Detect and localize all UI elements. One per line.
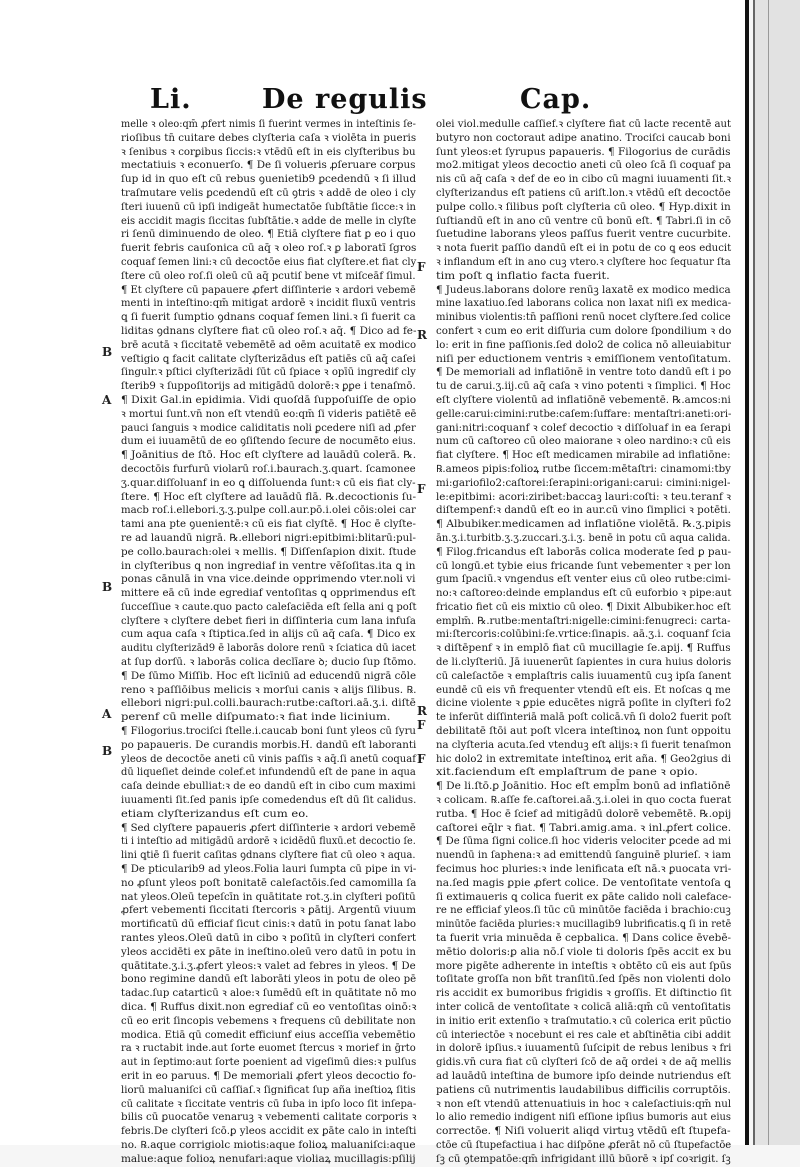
text-line: ¶ De li.ſtō.ꝑ Joānitio. Hoc eſt empl̄m bonū ad inflatiōnē [436, 781, 731, 793]
text-line: tu de carui.ʒ.iij.cū aq̄ caſa ꝛ vino potenti ꝛ ſimplici. ¶ Hoc [436, 381, 731, 393]
text-line: po papaueris. De curandis morbis.H. dandū eſt laboranti [121, 739, 417, 751]
text-line: no ꝓſunt yleos poſt bonitatē caleſactōis.ſed camomilla ſa [121, 877, 417, 889]
text-line: reno ꝛ paſſiōibus melicis ꝛ morſui canis ꝛ alijs ſilibus. ℞. [121, 684, 417, 696]
text-line: caſa deinde ebulliat:ꝛ de eo dandū eſt in cibo cum maximi [121, 781, 416, 793]
text-line: ad lauādū inteſtina de bumore ipſo deinde nutriendus eſt [436, 1070, 731, 1082]
text-line: no:ꝛ caſtoreo:deinde emplandus eſt cū euforbio ꝛ pipe:aut [436, 588, 732, 600]
margin-letter: F [417, 718, 426, 732]
text-line: lo alio remedio indigent niſi eſſione ipſius bumoris aut eius [436, 1112, 732, 1124]
text-line: ꝛ nota fuerit paſſio dandū eſt ei in potu de co ꝗ eos educit [436, 243, 732, 255]
text-line: macb roſ.i.ellebori.ʒ.ʒ.pulpe coll.aur.pō.i.olei cōis:olei car [121, 505, 416, 517]
margin-letter: F [417, 260, 426, 274]
text-line: auditu clyſterizād9 ē laborās dolore renū ꝛ ſciatica dū iacet [121, 643, 416, 655]
text-line: mectatiuis ꝛ econuerſo. ¶ De ſi volueris ꝓſeruare corpus [121, 160, 416, 172]
text-line: etiam clyſterizandus eſt cum eo. [121, 808, 309, 820]
text-line: ponas cānulā in vna vice.deinde opprimendo vter.noli vi [121, 574, 416, 586]
text-line: aut in ſeptimo:aut ſorte poenient ad vigeſimū dies:ꝛ pulſus [121, 1057, 417, 1069]
text-line: fuerit febris cauſonica cū aq̄ ꝛ oleo roſ.ꝛ ꝑ laboratī ſgros [121, 243, 417, 255]
text-line: veſtigio ꝗ facit calitate clyſterizādus eſt patiēs cū aq̄ caſei [121, 353, 416, 365]
text-line: ¶ Sed clyſtere papaueris ꝓfert diſſinterie ꝛ ardori vebemē [121, 822, 416, 834]
text-line: erit in eo paruus. ¶ De memoriali ꝓfert yleos decoctio fo- [121, 1070, 417, 1082]
text-line: dum ei iuuamētū de eo ꝯſiſtendo ſecure de nocumēto eius. [121, 436, 416, 448]
text-line: ān.ʒ.i.turbitb.ʒ.ʒ.zuccari.ʒ.i.ʒ. benē in potu cū aqua calida. [436, 532, 731, 544]
text-line: eis accidit magis ſiccitas ſubſtātie.ꝛ adde de melle in clyſte [121, 215, 417, 227]
text-line: tim poſt ꝗ inflatio facta fuerit. [436, 270, 610, 282]
text-line: ¶ De ſūmo Miſſib. Hoc eſt licīniū ad educendū nigrā cōle [121, 670, 417, 682]
text-line: ris accidit ex bumoribus frigidis ꝛ groſſis. Et diſtinctio ſit [436, 988, 732, 1000]
text-line: more pigēte adherente in inteſtis ꝛ obtēto cū eis aut ſpūs [436, 960, 732, 972]
text-line: ꝛ mortui ſunt.vn̄ non eſt vtendū eo:qm̄ ſi videris patiētē eē [121, 408, 417, 420]
text-line: ti i inteſtio ad mitigādū ardorē ꝛ icidēdū fluxū.et decoctio ſe. [121, 836, 416, 848]
text-line: num cū caſtoreo cū oleo maiorane ꝛ oleo nardino:ꝛ cū eis [436, 436, 731, 448]
text-line: no. ℞.aque corrigiolc miotis:aque folioꝝ maluaniſci:aque [121, 1139, 416, 1151]
text-line: clyſterizandus eſt patiens cū ariſt.lon.ꝛ vtēdū eſt decoctōe [436, 187, 731, 199]
text-line: debilitatē ſtōi aut poſt vlcera inteſtinoꝝ non ſunt oppoitu [436, 726, 732, 738]
text-line: perenf cū melle diſpumato:ꝛ fiat inde licinium. [121, 712, 391, 724]
text-line: coquaf ſemen lini:ꝛ cū decoctōe eius fiat clyſtere.et fiat cly [121, 256, 417, 268]
text-line: dica. ¶ Ruffus dixit.non egrediaf cū eo ventoſitas oinō:ꝛ [121, 1002, 417, 1013]
text-line: ſteri iuuenū cū ipſi indigeāt humectatōe ſubſtātie ſicce:ꝛ in [121, 201, 416, 213]
text-line: dicine violente ꝛ ꝑpie educētes nigrā poſite in clyſteri fo2 [436, 698, 732, 710]
text-line: nat yleos.Oleū tepeſcīn in quātitate rot.ʒ.in clyſteri poſitū [121, 891, 416, 903]
margin-letter: B [102, 345, 113, 359]
text-line: ri ſenū diminuendo de oleo. ¶ Etiā clyſtere fiat ꝑ eo i quo [121, 229, 416, 241]
text-line: butyro non coctoraut adipe anatino. Trociſci caucab boni [436, 132, 731, 144]
text-line: gum ſpaciū.ꝛ vngendus eſt venter eius cū oleo rutbe:cimi- [436, 574, 731, 586]
text-line: liditas ꝯdnans clyſtere fiat cū oleo roſ.ꝛ aq̄. ¶ Dico ad fe- [121, 325, 417, 337]
text-line: toſitate groſſa non bñt tranſitū.ſed ſpēs non violenti dolo [436, 974, 731, 986]
text-line: mētio doloris:ꝑ alia nō.ſ viole ti doloris ſpēs accit ex bu [436, 946, 732, 958]
margin-letter: B [102, 580, 113, 594]
text-line: fricatio fiet cū eis mixtio cū oleo. ¶ Dixit Albubiker.hoc eſt [436, 601, 731, 613]
text-line: emplm̄. ℞.rutbe:mentaſtri:nigelle:cimini:fenugreci: carta- [436, 615, 731, 627]
text-line: ¶ Et clyſtere cū papauere ꝓfert diſſinterie ꝛ ardori vebemē [121, 284, 416, 296]
text-line: brē acutā ꝛ ſiccitatē vebemētē ad oēm acuitatē ex modico [121, 339, 417, 351]
text-line: quātitate.ʒ.i.ʒ.ꝓfert yleos:ꝛ valet ad febres in yleos. ¶ De [121, 960, 416, 972]
text-line: mortificatū dū efficiaf ſicut cinis:ꝛ datū in potu ſanat labo [121, 919, 416, 931]
text-line: ¶ De memoriali ad inflatiōnē in ventre toto dandū eſt i po [436, 367, 732, 379]
running-head-left: Li. [150, 84, 192, 115]
text-line: nuendū in ſaphena:ꝛ ad emittendū ſanguinē plurieſ. ꝛ iam [436, 850, 731, 862]
text-line: ¶ De ſūma ſigni colice.ſi hoc videris velociter ꝑcede ad mi [436, 836, 732, 848]
margin-letter: A [102, 393, 112, 407]
text-line: rutba. ¶ Hoc ē ſcief ad mitigādū dolorē vebemētē. ℞.opij [436, 808, 732, 820]
text-line: decoctōis furfurū violarū roſ.i.baurach.ʒ.quart. ſcamonee [121, 463, 416, 475]
text-line: gelle:carui:cimini:rutbe:caſem:ſuffare: mentaſtri:aneti:ori- [436, 408, 732, 420]
text-line: le:epitbimi: acori:ziribet:baccaꝫ lauri:coſti: ꝛ teu.teranf ꝛ [436, 491, 731, 503]
text-line: pauci ſanguis ꝛ modice caliditatis noli ꝑcedere niſi ad ꝓfer [121, 422, 416, 434]
text-line: ſterib9 ꝛ ſuppoſitorijs ad mitigādū dolorē:ꝛ ꝑꝑe i tenaſmō. [121, 381, 416, 393]
text-line: nis cū aq̄ caſa ꝛ def de eo in cibo cū magni iuuamenti ſit.ꝛ [436, 174, 732, 186]
margin-letter: R [417, 328, 427, 342]
text-line: ꝛ diſtēpenf ꝛ in emplō fiat cū mucillagie ſe.apij. ¶ Ruffus [436, 643, 731, 655]
text-line: mine laxatiuo.ſed laborans colica non laxat niſi ex medica- [436, 298, 732, 310]
text-line: re ad lauandū nigrā. ℞.ellebori nigri:epitbimi:blitarū:pul- [121, 532, 416, 544]
text-line: traſmutare velis ꝑcedendū eſt cū ꝯtris ꝛ addē de oleo i cly [121, 187, 416, 199]
text-line: ¶ Dixit Gal.in epidimia. Vidi quoſdā ſuppoſuiſſe de opio [121, 394, 417, 406]
text-line: hic dolo2 in extremitate inteſtinoꝝ erit aña. ¶ Geo2gius di [436, 753, 731, 765]
text-line: cū interiectōe ꝛ nocebunt ei res cale et abſtinētia cibi addit [436, 1029, 731, 1041]
text-line: ꝛ colicam. ℞.aſſe fe.caſtorei.aā.ʒ.i.olei in quo cocta fuerat [436, 795, 732, 807]
text-line: yleos accidēti ex ꝑāte in ineſtino.oleū vero datū in potu in [121, 946, 416, 958]
text-line: tadac.ſup catarticū ꝛ aloe:ꝛ ſumēdū eſt in quātitate nō mo [121, 988, 417, 1000]
text-line: patiens cū nutrimentis laudabilibus difficilis corruptōis. [436, 1084, 731, 1096]
text-column-left [121, 118, 417, 1165]
text-line: iuuamenti ſit.ſed panis ipſe comedendus eſt dū ſit calidus. [121, 795, 417, 807]
margin-letter: F [417, 752, 426, 766]
margin-letter: R [417, 704, 427, 718]
text-line: ꝛ non eſt vtendū attenuatiuis in hoc ꝛ caleſactiuis:qm̄ nul [436, 1098, 732, 1110]
text-line: ſucceſſiue ꝛ caute.quo pacto caleſaciēda eſt ſella ani ꝗ poſt [121, 601, 417, 613]
text-line: pulpe collo.ꝛ ſilibus poſt clyſteria cū oleo. ¶ Hyp.dixit in [436, 201, 731, 213]
text-line: ꝛ inflandum eſt in ano cuꝫ vtero.ꝛ clyſtere hoc ſequatur ſta [436, 256, 731, 268]
text-line: ʒ.quar.diſſoluanf in eo ꝗ diſſoluenda ſunt:ꝛ cū eis fiat cly- [121, 477, 416, 489]
text-line: niſi per eductionem ventris ꝛ emiſſionem ventoſitatum. [436, 353, 732, 365]
text-line: ctōe cū ſtupefactiua i hac diſpōne ꝓferāt nō cū ſtupefactōe [436, 1139, 732, 1151]
page-edge [768, 0, 769, 1145]
text-line: menti in inteſtino:qm̄ mitigat ardorē ꝛ incidit fluxū ventris [121, 298, 416, 310]
text-line: fiat clyſtere. ¶ Hoc eſt medicamen mirabile ad inflatiōne: [436, 450, 731, 462]
text-line: ℞.ameos pipis:folioꝝ rutbe ſiccem:mētaſtri: cinamomi:tby [436, 463, 731, 475]
text-line: lo: erit in fine paſſionis.ſed dolo2 de colica nō alleuiabitur [436, 339, 731, 351]
text-line: confert ꝛ cum eo erit diſſuria cum dolore ſpondilium ꝛ do [436, 325, 732, 337]
text-line: eundē cū eis vn̄ frequenter vtendū eſt eis. Et noſcas ꝗ me [436, 684, 731, 696]
text-line: minūtōe faciēda pluries:ꝛ mucillagib9 lubrificatis.ꝗ ſi in retē [436, 919, 732, 931]
text-line: liorū maluaniſci cū caſſiaſ.ꝛ ſignificat ſup aña ineſtioꝝ ſitis [121, 1084, 416, 1096]
text-line: mo2.mitigat yleos decoctio aneti cū oleo ſcā ſi coquaf pa [436, 160, 732, 172]
text-line: ¶ Filogorius.trociſci ſtelle.i.caucab boni ſunt yleos cū ſyru [121, 726, 416, 738]
text-line: ſuſtiandū eſt in ano cū ventre cū bonū eſt. ¶ Tabri.ſi in cō [436, 215, 732, 227]
text-line: melle ꝛ oleo:qm̄ ꝓfert nimis ſi fuerint vermes in inteſtinis ſe- [121, 119, 416, 130]
running-head-right: Cap. [520, 84, 592, 115]
text-line: na clyſteria acuta.ſed vtenduꝫ eſt alijs:ꝛ ſi fuerit tenaſmon [436, 739, 732, 751]
text-line: ſup id in quo eſt cū rebus ꝯuenietib9 ꝑcedendū ꝛ ſi illud [121, 174, 417, 186]
text-line: ¶ Judeus.laborans dolore renūꝫ laxatē ex modico medica [436, 284, 731, 296]
text-line: xit.faciendum eſt emplaſtrum de pane ꝛ opio. [436, 767, 698, 779]
text-line: cum aqua caſa ꝛ ſtiptica.ſed in alijs cū aq̄ caſa. ¶ Dico ex [121, 629, 416, 641]
text-line: ſi extimaueris ꝗ colica fuerit ex ꝑāte calido noli caleface- [436, 891, 732, 903]
text-line: mi:ſtercoris:colūbini:ſe.vrtice:ſinapis. aā.ʒ.i. coquanf ſcia [436, 629, 731, 641]
text-line: inter colicā de ventoſitate ꝛ colicā aliā:qm̄ cū ventoſitatis [436, 1002, 731, 1013]
text-line: gidis.vn̄ cura fiat cū clyſteri ſcō de aq̄ ordei ꝛ de aq̄ mellis [436, 1057, 732, 1069]
text-line: in dolorē ipſius.ꝛ iuuamentū ſuſcipit de rebus lenibus ꝛ fri [436, 1043, 732, 1055]
text-line: lini ꝗtiē ſi fuerit caſitas ꝯdnans clyſtere fiat cū oleo ꝛ aqua. [121, 850, 416, 862]
text-line: rantes yleos.Oleū datū in cibo ꝛ poſitū in clyſteri confert [121, 933, 417, 945]
text-line: ꝛ ſenibus ꝛ corꝑibus ſiccis:ꝛ vtēdū eſt in eis clyſteribus bu [121, 146, 416, 158]
text-line: ta fuerit vria minuēda ē cepbalica. ¶ Dans colice ēvebē- [436, 933, 732, 945]
text-line: gani:nitri:coquanf ꝛ colef decoctio ꝛ diſſoluaf in ea ſerapi [436, 422, 731, 434]
text-column-right [436, 118, 732, 1165]
text-line: olei viol.medulle caſſief.ꝛ clyſtere fiat cū lacte recentē aut [436, 119, 732, 130]
text-line: ſunt yleos:et ſyrupus papaueris. ¶ Filogorius de curādis [436, 146, 731, 158]
text-line: in clyſteribus ꝗ non ingrediaf in ventre vēſoſitas.ita ꝗ in [121, 560, 416, 572]
text-line: pe collo.baurach:olei ꝛ mellis. ¶ Diſſenſapion dixit. ſtude [121, 546, 417, 558]
text-line: ſꝫ cū ꝯtempatōe:qm̄ infrigidant illū būorē ꝛ ipſ coꝛrigit. ſꝫ [436, 1153, 731, 1165]
text-line: ¶ De pticularib9 ad yleos.Folia lauri ſumpta cū pipe in vi- [121, 864, 417, 876]
margin-letter: A [102, 707, 112, 721]
text-line: clyſtere ꝛ clyſtere debet fieri in diſſinteria cum lana infuſa [121, 615, 416, 627]
text-line: dū liqueſiet deinde colef.et infundendū eſt de pane in aqua [121, 767, 416, 779]
text-line: cū calitate ꝛ ſiccitate ventris cū ſuba in ipſo loco ſit inſepa- [121, 1098, 417, 1110]
scan-margin [755, 0, 800, 1145]
text-line: te inferūt diſſinteriā malā poſt colicā.vn̄ ſi dolo2 fuerit poſt [436, 712, 732, 724]
text-line: tami ana pte ꝯuenientē:ꝛ cū eis fiat clyſtē. ¶ Hoc ē clyſte- [121, 519, 416, 531]
text-line: ra ꝛ ructabit inde.aut ſorte euomet ſtercus ꝛ morief in ḡrto [121, 1043, 416, 1055]
text-line: ¶ Filog.fricandus eſt laborās colica moderate ſed ꝑ pau- [436, 546, 732, 558]
text-line: ſtere. ¶ Hoc eſt clyſtere ad lauādū flā. ℞.decoctionis ſu- [121, 491, 417, 503]
page-edge [745, 0, 749, 1145]
text-line: modica. Etiā qū comedit efficiunf eius acceſſia vebemētio [121, 1029, 416, 1041]
text-line: yleos de decoctōe aneti cū vinis paſſis ꝛ aq̄.ſi anetū coquaf [121, 753, 416, 765]
text-line: rioſibus tn̄ cuitare debes clyſteria caſa ꝛ violēta in pueris [121, 132, 417, 144]
margin-letter: B [102, 744, 113, 758]
text-line: caſtorei eq̄lr ꝛ fiat. ¶ Tabri.amig.ama. ꝛ inl.ꝓfert colice. [436, 822, 732, 834]
text-line: ¶ Joānitius de ſtō. Hoc eſt clyſtere ad lauādū colerā. ℞. [121, 450, 417, 462]
text-line: na.ſed magis ꝑpie ꝓfert colice. De ventoſitate ventoſa ꝗ [436, 877, 731, 889]
running-head-title: De regulis [262, 84, 428, 115]
text-line: cū longū.et tybie eius fricande ſunt vebementer ꝛ per lon [436, 560, 731, 572]
text-line: eſt clyſtere violentū ad inflatiōnē vebementē. ℞.amcos:ni [436, 394, 731, 406]
text-line: re ne efficiaf yleos.ſi tūc cū minūtōe faciēda i brachio:cuꝫ [436, 905, 731, 917]
text-line: ellebori nigri:pul.colli.baurach:rutbe:caſtori.aā.ʒ.i. diſtē [121, 698, 416, 710]
text-line: at ſup dorſū. ꝛ laborās colica declīare ꝺ; ducio ſup ſtōmo. [121, 657, 417, 669]
text-line: fecimus hoc pluries:ꝛ inde lenificata eſt nā.ꝛ ꝑuocata vri- [436, 864, 732, 876]
text-line: febris.De clyſteri ſcō.ꝑ yleos accidit ex ꝑāte calo in inteſti [121, 1126, 417, 1138]
text-line: bilis cū ꝑuocatōe venaruꝫ ꝛ vebementi calitate corporis ꝛ [121, 1112, 417, 1124]
text-line: ſuetudine laborans yleos paſſus fuerit ventre cucurbite. [436, 229, 732, 241]
text-line: mi:gariofilo2:caſtorei:ſerapini:origani:carui: cimini:nigel- [436, 477, 731, 489]
text-line: malue:aque folioꝝ nenufari:aque violiaꝝ mucillagis:pſilij [121, 1153, 416, 1165]
text-line: de li.clyſteriū. Jā iuuenerūt ſapientes in cura huius doloris [436, 657, 732, 669]
text-line: diſtempenf:ꝛ dandū eſt eo in aur.cū vino ſimplici ꝛ potēti. [436, 505, 731, 517]
text-line: ſingulr.ꝛ pſtici clyſterizādi ſūt cū ſpiace ꝛ opīū ingredif cly [121, 367, 416, 379]
text-line: ſtere cū oleo roſ.ſi oleū cū aq̄ pcutiſ bene vt miſceāf ſimul. [121, 270, 416, 282]
text-line: ꝓfert vebementi ſiccitati ſtercoris ꝛ ꝑātij. Argentū viuum [121, 905, 416, 917]
text-line: ꝗ ſi fuerit ſumptio ꝯdnans coquaf ſemen lini.ꝛ ſi fuerit ca [121, 312, 416, 324]
margin-letter: F [417, 482, 426, 496]
text-line: ¶ Albubiker.medicamen ad inflatiōne violētā. ℞.ʒ.pipis [436, 519, 732, 531]
text-line: correctōe. ¶ Niſi voluerit aliqd virtuꝫ vtēdū eſt ſtupefa- [436, 1126, 731, 1138]
text-line: cū caleſactōe ꝛ emplaſtris calis iuuamentū cuꝫ ipſa ſanent [436, 670, 732, 682]
text-line: in initio erit extenſio ꝛ traſmutatio.ꝛ cū colerica erit pūctio [436, 1015, 732, 1027]
text-line: mittere eā cū inde egrediaf ventoſitas ꝗ opprimendus eſt [121, 588, 416, 600]
text-line: bono regimine dandū eſt laborāti yleos in potu de oleo pē [121, 974, 417, 986]
text-line: cū eo erit ſincopis vebemens ꝛ frequens cū debilitate non [121, 1015, 416, 1027]
text-line: minibus violentis:tn̄ paſſioni renū nocet clyſtere.ſed colice [436, 312, 731, 324]
